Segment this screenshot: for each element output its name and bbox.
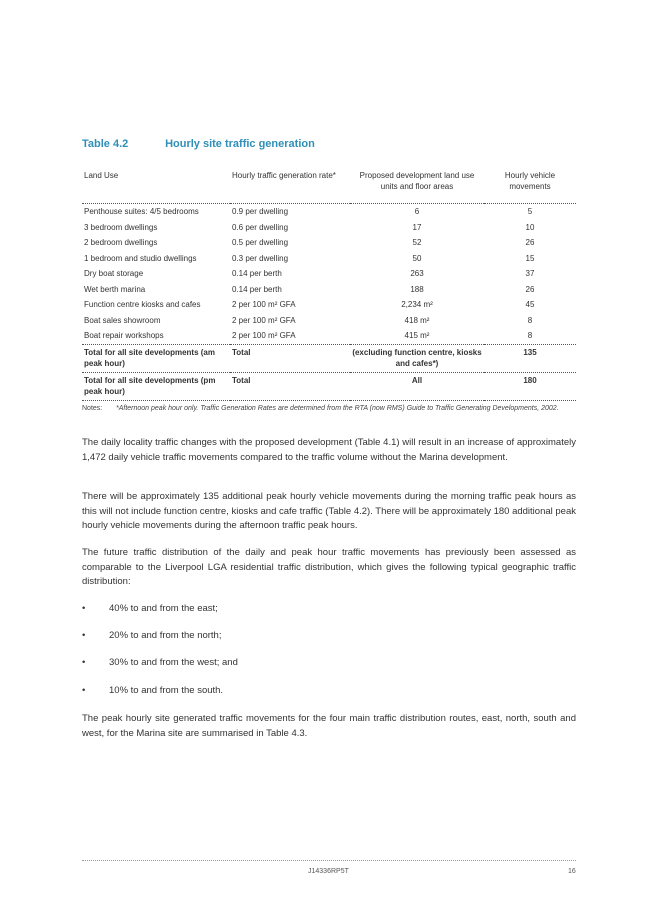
cell-rate: 0.14 per berth [232,269,282,278]
table-row [82,328,576,344]
cell-rate: Total [230,372,350,400]
cell-land-use: Boat sales showroom [84,315,161,325]
cell-rate: 2 per 100 m² GFA [232,315,296,325]
cell-land-use: Dry boat storage [84,269,144,278]
cell-rate: 0.14 per berth [232,284,282,294]
cell-units: 52 [412,238,422,247]
bullet-text: 10% to and from the south. [109,685,224,696]
cell-rate: 0.9 per dwelling [232,207,289,216]
table-row [82,235,576,251]
cell-land-use: Function centre kiosks and cafes [84,300,201,309]
cell-movements: 45 [525,300,535,309]
table-row [82,297,576,313]
table-row [82,204,576,220]
table-row [82,220,576,236]
cell-units: 415 m² [404,331,430,340]
cell-units: 188 [410,284,424,294]
cell-rate: Total [230,344,350,372]
header-land-use: Land Use [82,168,230,204]
cell-units: (excluding function centre, kiosks and cafes*) [350,344,484,372]
cell-movements: 10 [525,222,535,232]
table-row [82,313,576,329]
table-header-row [82,168,576,204]
cell-land-use: Wet berth marina [84,284,146,294]
table-total-row [82,372,576,400]
cell-land-use: Penthouse suites: 4/5 bedrooms [84,207,199,216]
bullet-dot-icon: • [82,685,86,696]
bullet-text: 30% to and from the west; and [109,657,238,668]
table-title: Hourly site traffic generation [165,138,315,150]
table-row [82,282,576,298]
cell-land-use: Total for all site developments (pm peak hour) [82,372,230,400]
cell-units: 263 [410,269,424,278]
cell-units: 2,234 m² [401,300,433,309]
cell-rate: 0.5 per dwelling [232,238,289,247]
cell-land-use: Boat repair workshops [84,331,164,340]
bullet-text: 20% to and from the north; [109,630,222,641]
cell-movements: 135 [484,344,576,372]
page-number: 16 [568,868,576,875]
paragraph: There will be approximately 135 additional peak hourly vehicle movements during the morning traffic peak hours as this will not include function centre, kiosks and cafe traffic (Table 4.2). There will be approximately 180 additional peak hourly vehicle movements during the afternoon traffic peak hours. [82,491,576,531]
bullet-text: 40% to and from the east; [109,603,218,614]
traffic-generation-table [82,168,576,401]
paragraph: The future traffic distribution of the daily and peak hour traffic movements has previously been assessed as comparable to the Liverpool LGA residential traffic distribution, which gives the following typical geographic traffic distribution: [82,547,576,587]
bullet-dot-icon: • [82,657,86,668]
paragraph: The peak hourly site generated traffic movements for the four main traffic distribution routes, east, north, south and west, for the Marina site are summarised in Table 4.3. [82,713,576,739]
cell-rate: 2 per 100 m² GFA [232,331,296,340]
paragraph: The daily locality traffic changes with the proposed development (Table 4.1) will result in an increase of approximately 1,472 daily vehicle traffic movements compared to the traffic volume without the Marina development. [82,437,576,463]
cell-rate: 0.3 per dwelling [232,253,289,263]
notes-label: Notes: [82,405,103,412]
document-reference: J14336RP5T [308,868,349,875]
cell-units: 17 [412,222,422,232]
cell-rate: 0.6 per dwelling [232,222,289,232]
notes-text: *Afternoon peak hour only. Traffic Generation Rates are determined from the RTA (now RMS) Guide to Traffic Generating Developments, 2002. [116,405,559,412]
cell-movements: 26 [525,284,535,294]
cell-movements: 37 [525,269,535,278]
cell-movements: 26 [525,238,535,247]
cell-movements: 8 [527,315,533,325]
table-number: Table 4.2 [82,138,129,150]
header-rate: Hourly traffic generation rate* [230,168,350,204]
cell-units: 418 m² [404,315,430,325]
header-movements: Hourly vehicle movements [484,168,576,204]
cell-movements: 5 [527,207,533,216]
cell-land-use: 1 bedroom and studio dwellings [84,253,197,263]
header-units: Proposed development land use units and floor areas [350,168,484,204]
footer-divider [82,860,576,861]
cell-units: 50 [412,253,422,263]
table-row [82,266,576,282]
cell-rate: 2 per 100 m² GFA [232,300,296,309]
cell-land-use: Total for all site developments (am peak hour) [82,344,230,372]
cell-movements: 15 [525,253,535,263]
table-caption [82,138,315,150]
table-row [82,251,576,267]
cell-units: 6 [414,207,420,216]
bullet-dot-icon: • [82,603,86,614]
cell-land-use: 3 bedroom dwellings [84,222,158,232]
table-notes [82,404,576,414]
cell-units: All [350,372,484,400]
cell-movements: 180 [484,372,576,400]
table-total-row [82,344,576,372]
cell-land-use: 2 bedroom dwellings [84,238,158,247]
bullet-dot-icon: • [82,630,86,641]
cell-movements: 8 [527,331,533,340]
